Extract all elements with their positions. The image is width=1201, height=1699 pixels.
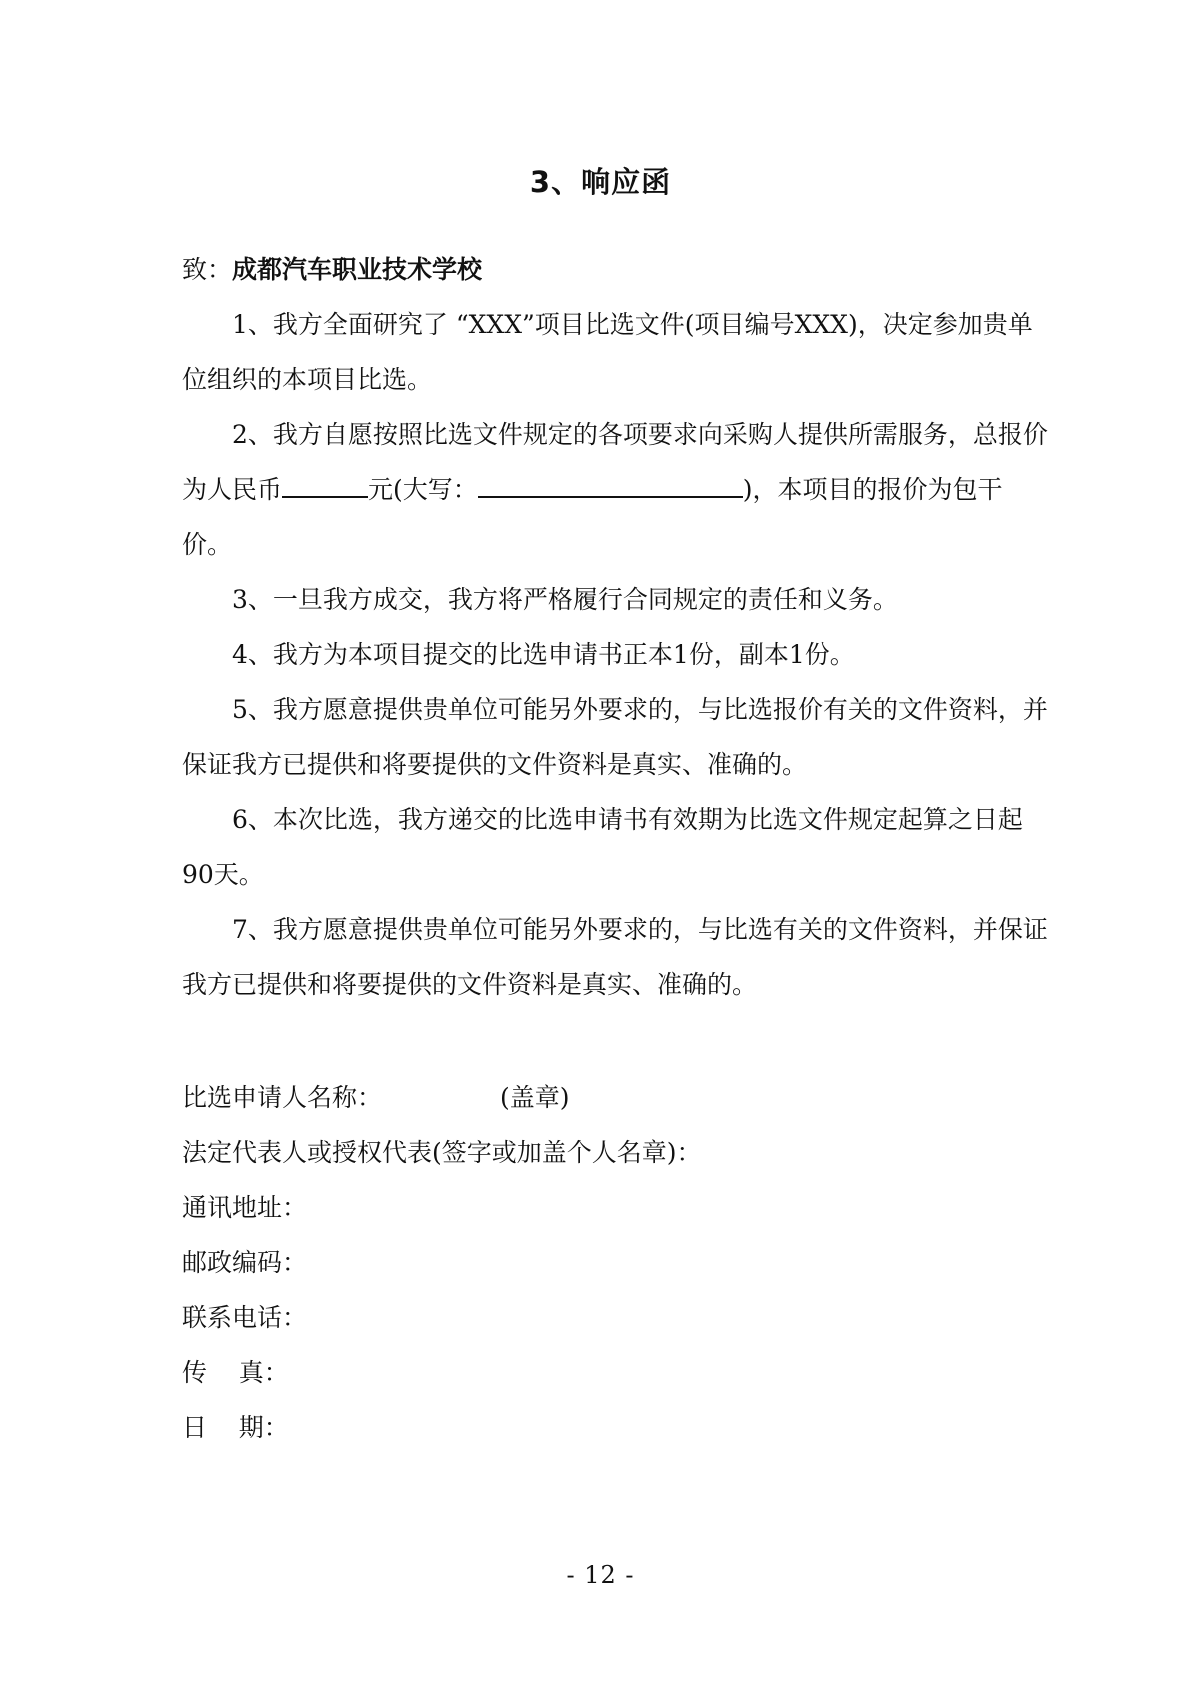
paragraph-2	[182, 407, 1052, 572]
addressee-line	[182, 242, 1052, 297]
date-label: 日 期：	[182, 1413, 289, 1442]
letter-body	[182, 242, 1052, 1012]
paragraph-1: 1、我方全面研究了 “XXX”项目比选文件(项目编号XXX)，决定参加贵单位组织的本项目比选。	[182, 310, 1033, 394]
paragraph-5: 5、我方愿意提供贵单位可能另外要求的，与比选报价有关的文件资料，并保证我方已提供和将要提供的文件资料是真实、准确的。	[182, 695, 1048, 779]
paragraph-3: 3、一旦我方成交，我方将严格履行合同规定的责任和义务。	[232, 585, 898, 614]
applicant-name-line	[182, 1070, 702, 1125]
postcode-label: 邮政编码：	[182, 1248, 308, 1277]
fax-label: 传 真：	[182, 1358, 289, 1387]
total-price-blank[interactable]	[282, 472, 368, 498]
addressee-prefix: 致：	[182, 255, 233, 284]
phone-label: 联系电话：	[182, 1303, 308, 1332]
paragraph-6: 6、本次比选，我方递交的比选申请书有效期为比选文件规定起算之日起90天。	[182, 805, 1023, 889]
applicant-info-block	[182, 1070, 702, 1455]
paragraph-2-text-b: 元(大写：	[368, 475, 478, 504]
paragraph-2-text-a: 2、我方自愿按照比选文件规定的各项要求向采购人提供所需服务，总报价为人民币	[182, 420, 1048, 504]
paragraph-7: 7、我方愿意提供贵单位可能另外要求的，与比选有关的文件资料，并保证我方已提供和将要提供的文件资料是真实、准确的。	[182, 915, 1048, 999]
seal-label: (盖章)	[500, 1083, 570, 1112]
representative-label: 法定代表人或授权代表(签字或加盖个人名章)：	[182, 1138, 702, 1167]
page-number: - 12 -	[566, 1561, 635, 1589]
address-label: 通讯地址：	[182, 1193, 308, 1222]
paragraph-2-text-c: )，本项目的报价为包干价。	[182, 475, 1003, 559]
paragraph-4: 4、我方为本项目提交的比选申请书正本1份，副本1份。	[232, 640, 855, 669]
applicant-name-label: 比选申请人名称：	[182, 1083, 383, 1112]
price-in-words-blank[interactable]	[478, 472, 743, 498]
addressee-name: 成都汽车职业技术学校	[232, 255, 483, 284]
page-title: 3、响应函	[529, 165, 672, 199]
